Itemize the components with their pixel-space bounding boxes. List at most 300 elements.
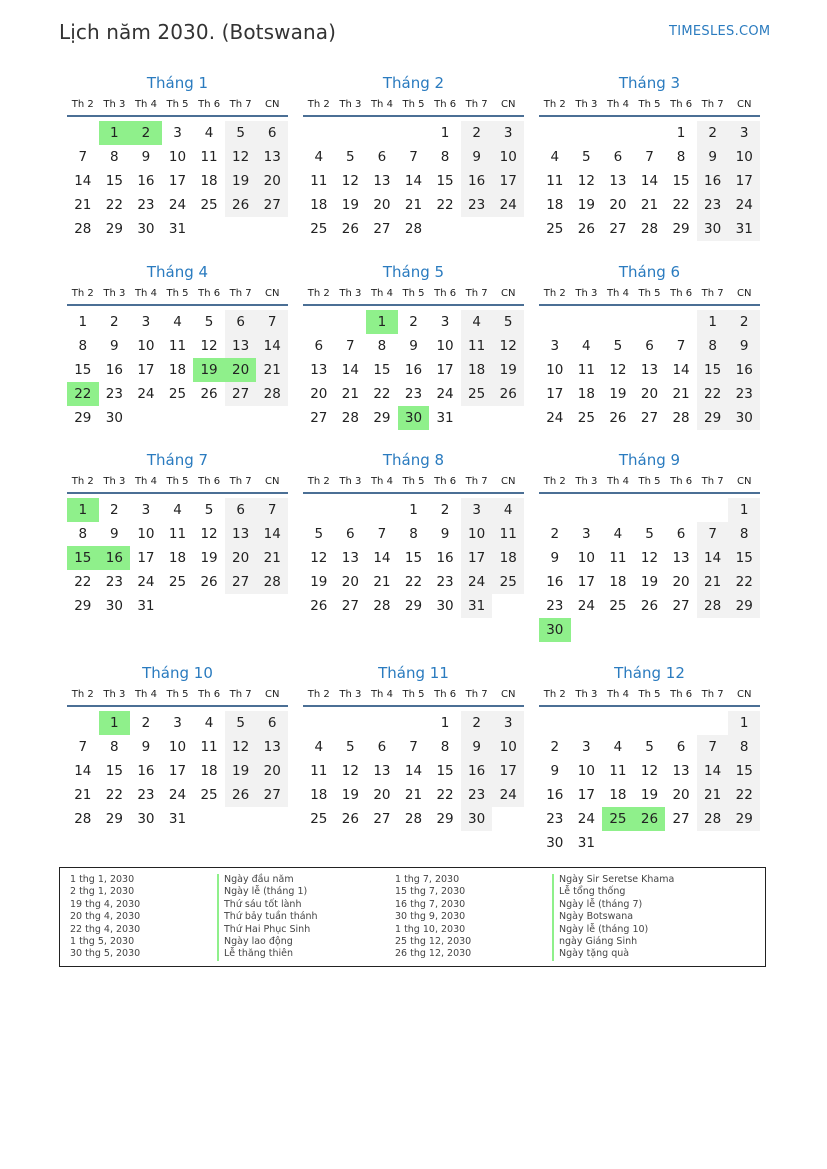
weekday-label: CN (737, 288, 752, 299)
day-cell: 24 (577, 811, 595, 827)
weekday-label: Th 7 (701, 288, 724, 299)
weekday-label: Th 7 (701, 476, 724, 487)
day-cell: 5 (346, 149, 355, 165)
day-cell: 27 (256, 783, 288, 807)
empty-cell (303, 711, 335, 735)
day-cell: 23 (461, 783, 493, 807)
day-cell: 9 (409, 338, 418, 354)
day-cell: 23 (461, 193, 493, 217)
day-grid (539, 498, 760, 642)
day-cell: 29 (105, 811, 123, 827)
day-cell: 12 (492, 334, 524, 358)
day-cell: 3 (582, 739, 591, 755)
weekday-label: Th 2 (71, 288, 94, 299)
day-cell: 26 (341, 221, 359, 237)
day-cell: 14 (640, 173, 659, 189)
weekday-label: Th 6 (434, 99, 457, 110)
holiday-name: Thứ Hai Phục Sinh (217, 924, 318, 936)
day-cell: 4 (461, 310, 493, 334)
day-cell: 26 (609, 410, 627, 426)
empty-cell (665, 711, 697, 735)
weekday-label: Th 5 (402, 288, 425, 299)
day-cell: 15 (373, 362, 391, 378)
month-block (303, 261, 524, 430)
holiday-date: 22 thg 4, 2030 (70, 923, 141, 935)
day-cell: 20 (256, 169, 288, 193)
holiday-date: 16 thg 7, 2030 (395, 898, 466, 910)
weekday-label: Th 6 (198, 476, 221, 487)
weekday-label: Th 4 (606, 476, 629, 487)
weekday-label: Th 2 (71, 99, 94, 110)
weekday-label: Th 6 (434, 689, 457, 700)
day-cell: 11 (546, 173, 564, 189)
day-cell: 1 (440, 715, 450, 731)
day-cell: 9 (110, 338, 119, 354)
day-cell: 5 (645, 739, 654, 755)
day-grid (67, 121, 288, 241)
day-cell: 26 (341, 811, 359, 827)
day-cell: 17 (492, 759, 524, 783)
month-block (539, 449, 760, 642)
day-grid (67, 498, 288, 618)
day-cell: 19 (341, 197, 359, 213)
holiday-date: 1 thg 10, 2030 (395, 923, 466, 935)
day-cell: 14 (404, 173, 423, 189)
holiday-name: Lễ tổng thống (552, 886, 674, 898)
weekday-header (303, 687, 524, 707)
holiday-name: Lễ thăng thiên (217, 948, 318, 960)
empty-cell (398, 711, 430, 735)
weekday-label: Th 4 (134, 476, 157, 487)
weekday-label: Th 6 (198, 288, 221, 299)
day-cell: 16 (546, 787, 564, 803)
holiday-name: Ngày tặng quà (552, 948, 674, 960)
day-cell: 2 (697, 121, 729, 145)
month-title: Tháng 12 (614, 664, 685, 682)
day-cell: 9 (141, 739, 151, 755)
weekday-label: Th 6 (670, 288, 693, 299)
day-cell: 19 (609, 386, 627, 402)
day-cell: 4 (204, 715, 214, 731)
holiday-date: 26 thg 12, 2030 (395, 948, 472, 960)
day-cell: 30 (105, 410, 123, 426)
day-cell: 11 (200, 149, 218, 165)
day-cell: 21 (373, 574, 391, 590)
weekday-label: Th 5 (166, 288, 189, 299)
day-cell: 11 (492, 522, 524, 546)
day-cell: 3 (728, 121, 760, 145)
day-cell: 21 (672, 386, 690, 402)
day-cell: 2 (550, 526, 560, 542)
day-cell: 24 (492, 193, 524, 217)
day-cell: 28 (74, 221, 92, 237)
day-cell: 9 (550, 763, 560, 779)
day-cell: 2 (409, 314, 418, 330)
day-cell: 21 (697, 783, 729, 807)
day-cell: 20 (373, 787, 391, 803)
day-cell: 12 (341, 173, 359, 189)
weekday-label: Th 3 (103, 288, 126, 299)
day-cell: 7 (78, 149, 88, 165)
day-grid (67, 711, 288, 831)
day-cell: 27 (640, 410, 659, 426)
empty-cell (303, 310, 335, 334)
day-cell: 31 (577, 835, 595, 851)
weekday-label: CN (737, 99, 752, 110)
day-cell: 5 (582, 149, 591, 165)
weekday-label: Th 5 (402, 689, 425, 700)
day-cell: 1 (78, 314, 88, 330)
day-cell: 23 (697, 193, 729, 217)
day-cell: 9 (461, 145, 493, 169)
day-cell: 13 (310, 362, 328, 378)
day-cell: 11 (461, 334, 493, 358)
day-cell: 17 (492, 169, 524, 193)
day-cell: 10 (577, 763, 595, 779)
weekday-label: Th 5 (402, 99, 425, 110)
day-cell: 4 (173, 502, 182, 518)
day-cell: 11 (609, 550, 627, 566)
day-cell: 28 (256, 570, 288, 594)
empty-cell (602, 310, 634, 334)
day-cell: 22 (672, 197, 690, 213)
day-cell: 19 (640, 574, 659, 590)
empty-cell (665, 498, 697, 522)
day-cell: 10 (492, 145, 524, 169)
weekday-label: Th 6 (434, 288, 457, 299)
day-cell: 24 (137, 386, 155, 402)
day-cell: 19 (492, 358, 524, 382)
holiday-date: 20 thg 4, 2030 (70, 911, 141, 923)
holiday-dates-left (70, 874, 140, 961)
day-cell: 7 (409, 739, 418, 755)
day-cell: 7 (645, 149, 654, 165)
day-cell: 20 (672, 574, 690, 590)
day-cell: 19 (225, 169, 257, 193)
day-grid (303, 310, 524, 430)
day-cell: 8 (409, 526, 418, 542)
day-cell: 15 (105, 173, 123, 189)
day-cell: 15 (404, 550, 423, 566)
weekday-label: Th 6 (198, 99, 221, 110)
day-cell: 22 (436, 787, 454, 803)
day-cell: 18 (310, 787, 328, 803)
month-block (303, 449, 524, 618)
month-block (303, 72, 524, 241)
empty-cell (602, 121, 634, 145)
day-cell: 23 (436, 574, 454, 590)
day-cell: 26 (200, 386, 218, 402)
day-cell: 6 (645, 338, 654, 354)
day-cell: 19 (577, 197, 595, 213)
holiday-name: Ngày Botswana (552, 911, 674, 923)
holiday-day-cell: 22 (67, 382, 99, 406)
weekday-label: CN (265, 99, 280, 110)
weekday-label: CN (265, 288, 280, 299)
day-cell: 4 (173, 314, 182, 330)
day-cell: 13 (341, 550, 359, 566)
day-cell: 8 (697, 334, 729, 358)
weekday-label: Th 2 (71, 476, 94, 487)
day-cell: 2 (550, 739, 560, 755)
day-cell: 6 (225, 310, 257, 334)
month-block (67, 449, 288, 618)
day-cell: 24 (461, 570, 493, 594)
holiday-day-cell: 30 (539, 618, 571, 642)
day-cell: 10 (168, 149, 187, 165)
day-cell: 4 (613, 739, 623, 755)
day-cell: 25 (609, 598, 627, 614)
day-cell: 11 (200, 739, 218, 755)
weekday-label: Th 5 (402, 476, 425, 487)
holiday-day-cell: 1 (99, 711, 131, 735)
day-cell: 9 (461, 735, 493, 759)
day-cell: 8 (110, 739, 119, 755)
day-cell: 5 (225, 121, 257, 145)
holiday-dates-right (395, 874, 471, 961)
day-cell: 8 (377, 338, 387, 354)
day-cell: 28 (404, 221, 423, 237)
day-cell: 21 (256, 546, 288, 570)
day-cell: 30 (105, 598, 123, 614)
day-cell: 14 (672, 362, 690, 378)
day-cell: 25 (310, 811, 328, 827)
day-cell: 23 (137, 787, 155, 803)
day-cell: 29 (404, 598, 423, 614)
weekday-label: Th 4 (370, 288, 393, 299)
day-cell: 15 (728, 759, 760, 783)
day-cell: 7 (409, 149, 418, 165)
day-cell: 22 (74, 574, 92, 590)
day-cell: 5 (346, 739, 355, 755)
day-cell: 10 (546, 362, 564, 378)
day-cell: 25 (310, 221, 328, 237)
day-cell: 13 (225, 522, 257, 546)
day-cell: 13 (373, 763, 391, 779)
day-cell: 12 (640, 550, 659, 566)
day-cell: 18 (200, 173, 218, 189)
day-cell: 24 (168, 787, 187, 803)
holiday-date: 30 thg 9, 2030 (395, 911, 466, 923)
day-cell: 31 (168, 221, 187, 237)
day-cell: 2 (141, 715, 151, 731)
day-cell: 20 (256, 759, 288, 783)
holiday-date: 1 thg 7, 2030 (395, 874, 460, 885)
holiday-date: 25 thg 12, 2030 (395, 935, 472, 947)
holiday-day-cell: 30 (398, 406, 430, 430)
day-cell: 16 (137, 763, 155, 779)
day-cell: 13 (609, 173, 627, 189)
day-cell: 21 (74, 787, 92, 803)
day-cell: 3 (141, 502, 151, 518)
day-cell: 18 (168, 550, 187, 566)
day-cell: 30 (697, 217, 729, 241)
holiday-name: Ngày lễ (tháng 7) (552, 899, 674, 911)
day-cell: 15 (728, 546, 760, 570)
day-cell: 1 (697, 310, 729, 334)
day-grid (303, 121, 524, 241)
page-title: Lịch năm 2030. (Botswana) (59, 20, 336, 44)
day-cell: 20 (341, 574, 359, 590)
weekday-label: Th 6 (670, 99, 693, 110)
day-cell: 18 (492, 546, 524, 570)
empty-cell (571, 711, 603, 735)
day-cell: 9 (697, 145, 729, 169)
holiday-date: 30 thg 5, 2030 (70, 948, 141, 960)
day-cell: 25 (168, 574, 187, 590)
month-title: Tháng 4 (146, 263, 209, 281)
holiday-date: 1 thg 5, 2030 (70, 935, 135, 947)
weekday-label: Th 7 (465, 288, 488, 299)
day-cell: 25 (546, 221, 564, 237)
day-cell: 8 (440, 149, 450, 165)
weekday-label: Th 5 (638, 99, 661, 110)
day-cell: 1 (728, 498, 760, 522)
day-cell: 16 (461, 759, 493, 783)
holiday-names-right (552, 874, 674, 961)
weekday-label: Th 4 (370, 476, 393, 487)
day-cell: 16 (137, 173, 155, 189)
day-grid (539, 121, 760, 241)
empty-cell (697, 498, 729, 522)
holiday-name: ngày Giáng Sinh (552, 936, 674, 948)
day-cell: 12 (310, 550, 328, 566)
day-cell: 6 (377, 739, 387, 755)
day-cell: 22 (436, 197, 454, 213)
day-cell: 6 (377, 149, 387, 165)
weekday-label: Th 7 (701, 99, 724, 110)
day-cell: 26 (577, 221, 595, 237)
month-block (539, 72, 760, 241)
day-cell: 17 (137, 362, 155, 378)
day-cell: 6 (676, 526, 686, 542)
holiday-name: Ngày Sir Seretse Khama (552, 874, 674, 886)
month-title: Tháng 1 (146, 74, 209, 92)
weekday-header (539, 286, 760, 306)
day-cell: 23 (546, 811, 564, 827)
day-cell: 20 (609, 197, 627, 213)
holiday-date: 2 thg 1, 2030 (70, 886, 135, 898)
day-cell: 4 (314, 149, 324, 165)
day-cell: 7 (256, 310, 288, 334)
day-cell: 23 (105, 574, 123, 590)
day-cell: 25 (168, 386, 187, 402)
day-cell: 25 (461, 382, 493, 406)
empty-cell (303, 121, 335, 145)
day-cell: 22 (728, 783, 760, 807)
day-cell: 15 (436, 763, 454, 779)
holiday-name: Ngày lao động (217, 936, 318, 948)
day-cell: 26 (310, 598, 328, 614)
weekday-header (67, 97, 288, 117)
holiday-day-cell: 1 (67, 498, 99, 522)
weekday-label: CN (737, 689, 752, 700)
empty-cell (366, 498, 398, 522)
day-cell: 28 (341, 410, 359, 426)
day-cell: 1 (440, 125, 450, 141)
day-cell: 11 (168, 338, 187, 354)
empty-cell (602, 711, 634, 735)
weekday-label: Th 4 (370, 99, 393, 110)
day-cell: 31 (137, 598, 155, 614)
day-cell: 5 (492, 310, 524, 334)
day-cell: 6 (256, 711, 288, 735)
day-cell: 9 (110, 526, 119, 542)
day-cell: 13 (225, 334, 257, 358)
day-cell: 18 (168, 362, 187, 378)
month-block (67, 662, 288, 831)
empty-cell (539, 121, 571, 145)
day-cell: 7 (256, 498, 288, 522)
day-cell: 18 (546, 197, 564, 213)
day-cell: 2 (728, 310, 760, 334)
day-cell: 20 (640, 386, 659, 402)
day-cell: 21 (404, 787, 423, 803)
site-link[interactable]: TIMESLES.COM (669, 24, 771, 39)
day-cell: 8 (676, 149, 686, 165)
day-cell: 26 (225, 783, 257, 807)
day-cell: 13 (640, 362, 659, 378)
day-cell: 8 (78, 526, 88, 542)
day-cell: 9 (141, 149, 151, 165)
holiday-day-cell: 20 (225, 358, 257, 382)
day-cell: 2 (461, 711, 493, 735)
day-cell: 31 (728, 217, 760, 241)
empty-cell (335, 711, 367, 735)
day-cell: 7 (78, 739, 88, 755)
month-block (539, 662, 760, 855)
day-cell: 29 (105, 221, 123, 237)
day-cell: 27 (341, 598, 359, 614)
day-cell: 15 (436, 173, 454, 189)
day-cell: 29 (728, 594, 760, 618)
day-cell: 27 (672, 598, 690, 614)
day-cell: 13 (672, 550, 690, 566)
empty-cell (398, 121, 430, 145)
day-cell: 28 (74, 811, 92, 827)
day-cell: 24 (546, 410, 564, 426)
holiday-names-left (217, 874, 318, 961)
day-cell: 3 (550, 338, 560, 354)
day-cell: 28 (697, 807, 729, 831)
day-cell: 29 (697, 406, 729, 430)
day-cell: 15 (105, 763, 123, 779)
day-cell: 30 (436, 598, 454, 614)
empty-cell (634, 121, 666, 145)
weekday-label: Th 2 (307, 99, 330, 110)
day-cell: 15 (697, 358, 729, 382)
weekday-label: Th 3 (575, 476, 598, 487)
day-cell: 4 (582, 338, 591, 354)
weekday-label: Th 3 (575, 288, 598, 299)
month-block (303, 662, 524, 831)
day-cell: 10 (137, 526, 155, 542)
day-cell: 12 (200, 526, 218, 542)
holiday-name: Ngày đầu năm (217, 874, 318, 886)
day-cell: 11 (310, 173, 328, 189)
day-cell: 27 (672, 811, 690, 827)
day-cell: 24 (728, 193, 760, 217)
weekday-label: Th 6 (434, 476, 457, 487)
day-cell: 10 (461, 522, 493, 546)
day-cell: 5 (225, 711, 257, 735)
empty-cell (67, 711, 99, 735)
day-cell: 22 (404, 574, 423, 590)
day-cell: 12 (225, 145, 257, 169)
month-block (539, 261, 760, 430)
empty-cell (665, 310, 697, 334)
day-cell: 23 (404, 386, 423, 402)
